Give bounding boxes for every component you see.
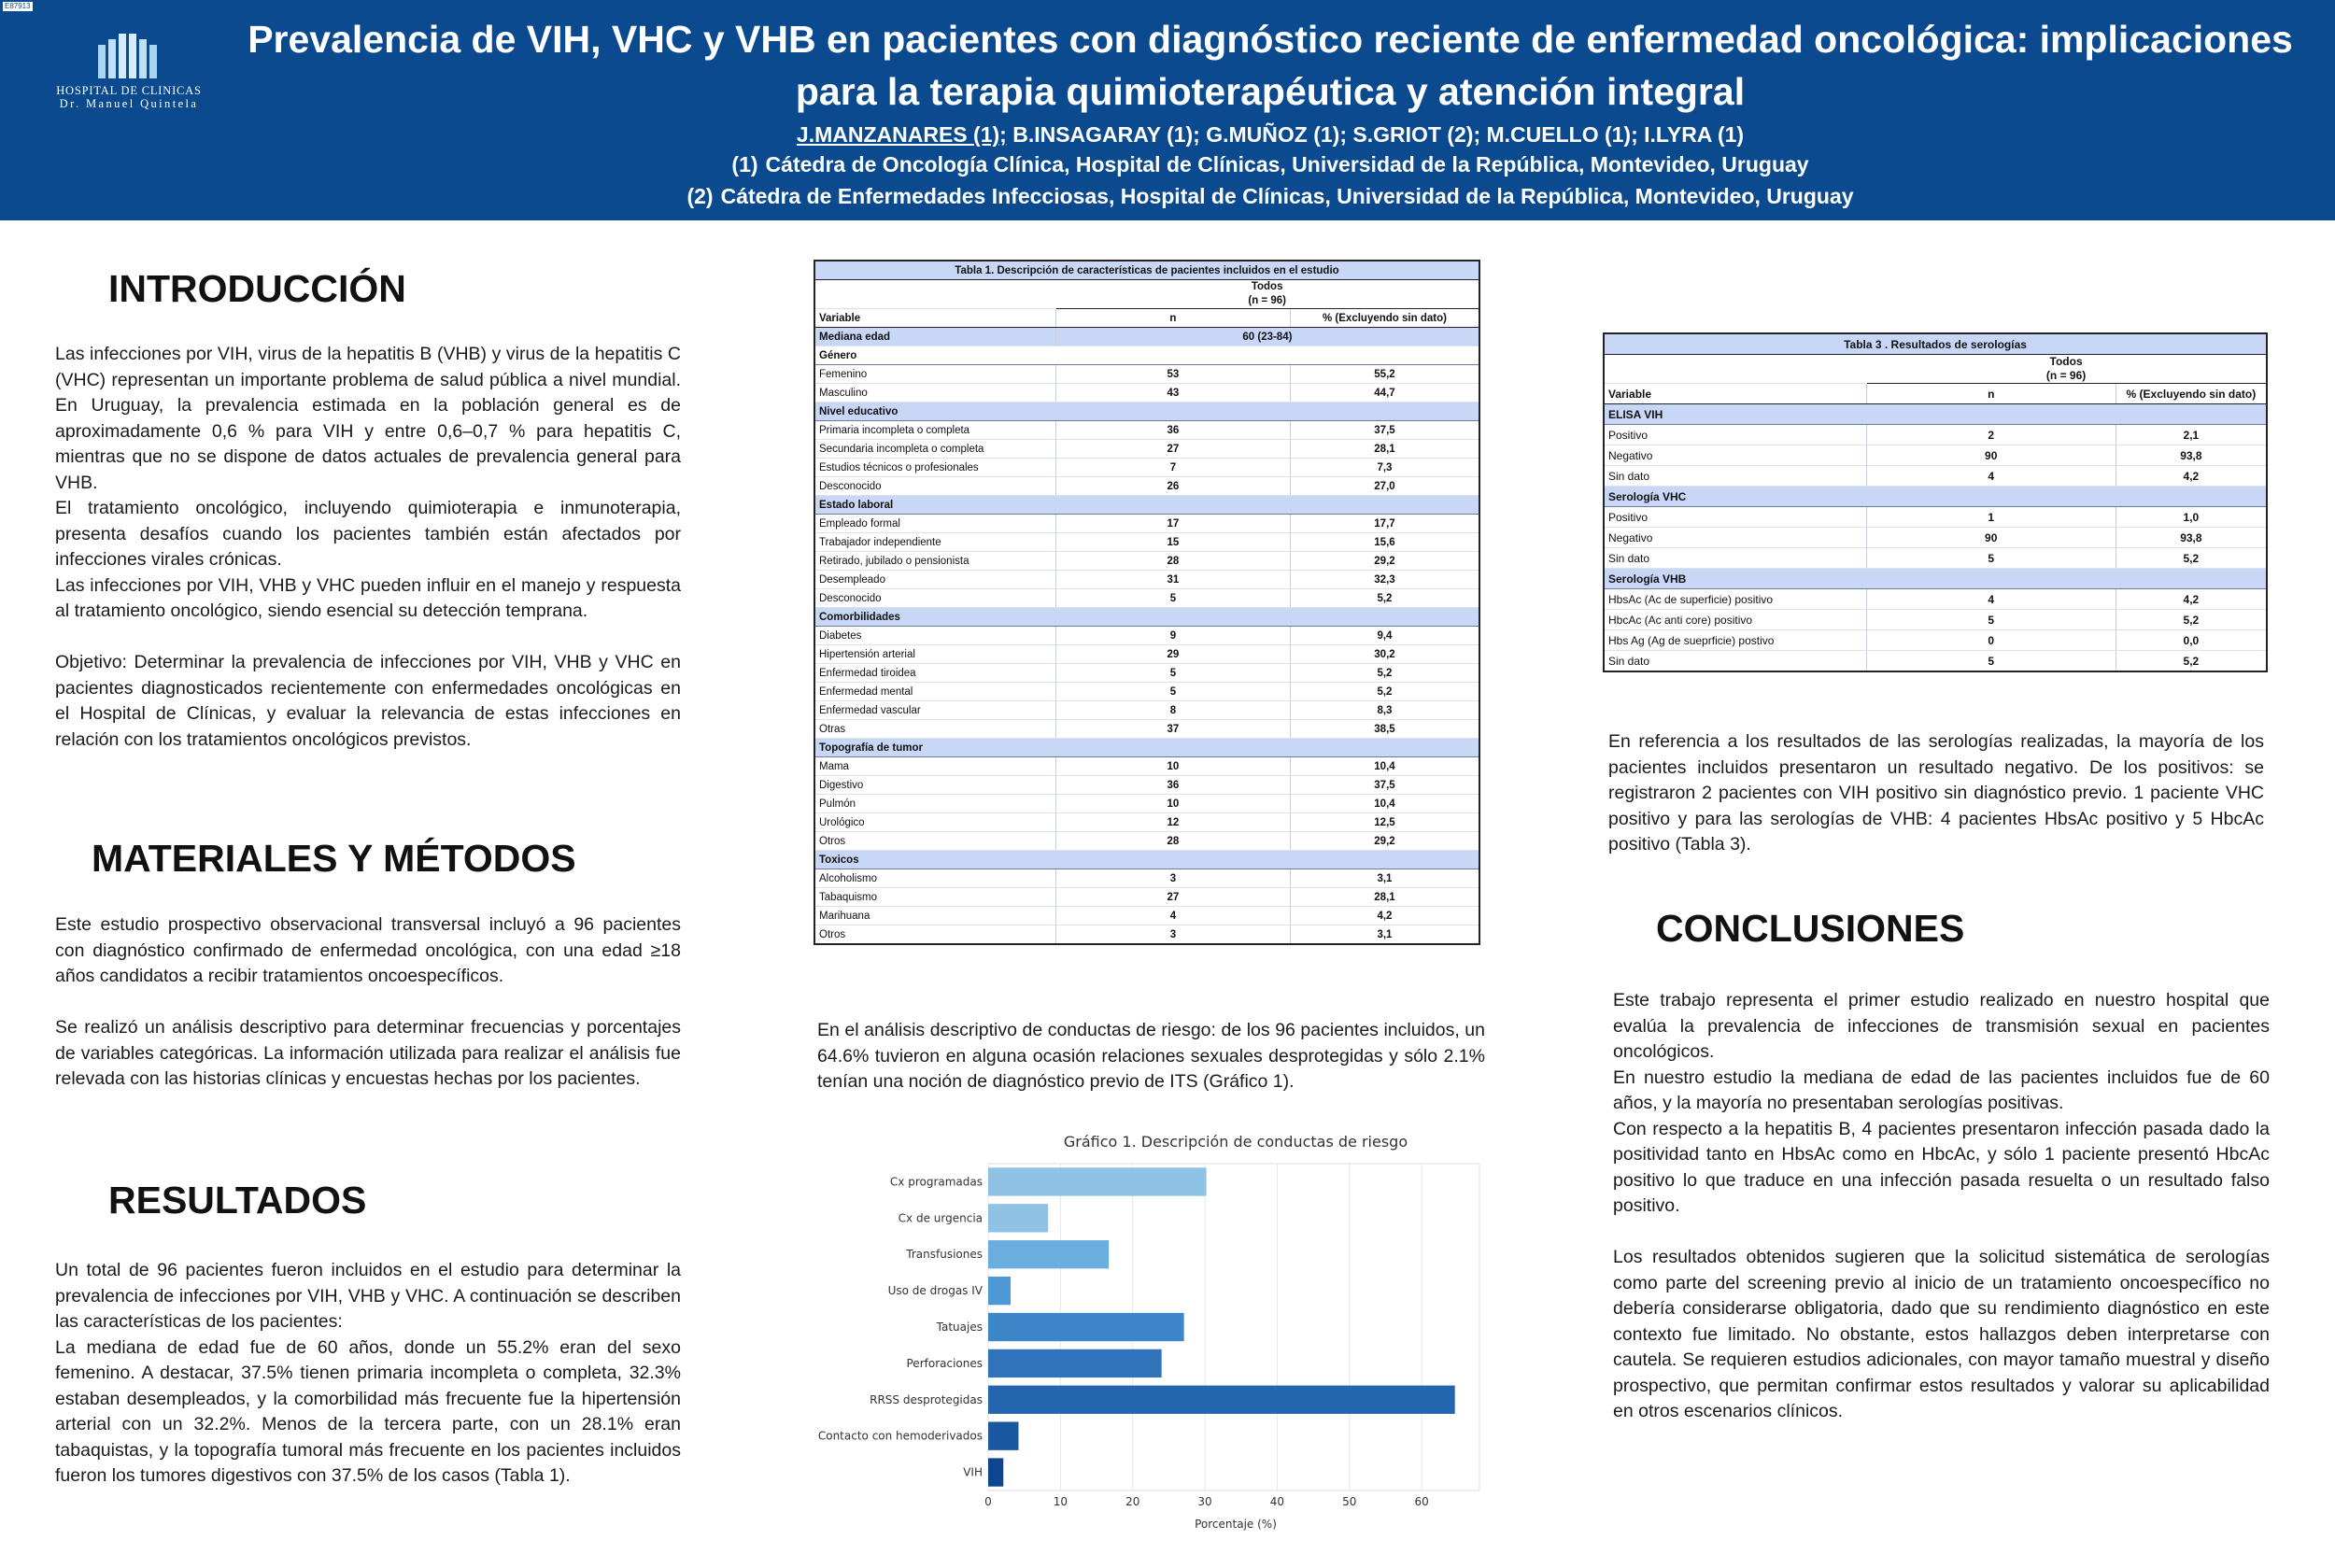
chart-category-label: RRSS desprotegidas: [870, 1392, 983, 1406]
table-row: [814, 720, 1479, 739]
hospital-logo: [35, 32, 222, 110]
chart-bar: [988, 1204, 1048, 1232]
row-n: 28: [1055, 552, 1290, 571]
table-row: [814, 515, 1479, 533]
table-1: [814, 260, 1480, 945]
table-caption: Tabla 1. Descripción de características de pacientes incluidos en el estudio: [814, 261, 1479, 280]
chart-x-tick-label: 0: [984, 1495, 992, 1508]
row-percent: 2,1: [2116, 425, 2267, 445]
conclusion-paragraph: Con respecto a la hepatitis B, 4 pacientes presentaron infección pasada dado la positividad tanto en HbsAc como en HbcAc, y sólo 1 paciente presentó HbcAc positivo lo que traduce en una infección pasada resuelta o un resultado falso positivo.: [1613, 1118, 2270, 1216]
row-label: Digestivo: [814, 776, 1055, 795]
row-label: Retirado, jubilado o pensionista: [814, 552, 1055, 571]
group-label: ELISA VIH: [1604, 404, 2267, 425]
row-n: 90: [1866, 528, 2116, 548]
table-row: [814, 571, 1479, 589]
row-n: 3: [1055, 925, 1290, 945]
results-paragraph: Un total de 96 pacientes fueron incluidos en el estudio para determinar la prevalencia de infecciones por VIH, VHB y VHC. A continuación se describen las características de los pacientes:: [55, 1260, 681, 1332]
row-n: 27: [1055, 440, 1290, 459]
row-percent: 4,2: [2116, 466, 2267, 487]
logo-subtitle: Dr. Manuel Quintela: [59, 97, 199, 110]
row-label: Femenino: [814, 365, 1055, 384]
row-n: 10: [1055, 795, 1290, 813]
row-n: 37: [1055, 720, 1290, 739]
chart-category-label: Cx programadas: [889, 1175, 983, 1189]
row-percent: 9,4: [1290, 627, 1479, 645]
row-n: 4: [1055, 907, 1290, 925]
group-label: Topografía de tumor: [814, 739, 1479, 757]
table-row: [814, 832, 1479, 851]
row-n: 8: [1055, 701, 1290, 720]
conclusions-text: [1613, 988, 2270, 1425]
row-percent: 93,8: [2116, 528, 2267, 548]
row-label: Otras: [814, 720, 1055, 739]
row-label: Desconocido: [814, 589, 1055, 608]
chart-bar: [988, 1313, 1184, 1341]
row-label: Secundaria incompleta o completa: [814, 440, 1055, 459]
row-n: 10: [1055, 757, 1290, 776]
row-n: 28: [1055, 832, 1290, 851]
row-percent: 28,1: [1290, 440, 1479, 459]
column-header-variable: Variable: [1604, 384, 1866, 404]
row-n: 17: [1055, 515, 1290, 533]
row-percent: 5,2: [2116, 548, 2267, 569]
table-row: [1604, 466, 2267, 487]
table-group-row: [814, 346, 1479, 365]
intro-paragraph: Las infecciones por VIH, virus de la hepatitis B (VHB) y virus de la hepatitis C (VHC) representan un importante problema de salud pública a nivel mundial. En Uruguay, la prevalencia estimada en la población general es de aproximadamente 0,6 % para VIH y entre 0,6–0,7 % para hepatitis C, mientras que no se dispone de datos actuales de prevalencia general para VHB.: [55, 344, 681, 493]
all-n: (n = 96): [2045, 369, 2087, 382]
row-n: 43: [1055, 384, 1290, 403]
row-n: 5: [1866, 651, 2116, 672]
table-row: [814, 888, 1479, 907]
row-label: Mama: [814, 757, 1055, 776]
chart-tick-labels: [984, 1495, 1429, 1508]
table-row: [814, 683, 1479, 701]
affiliation-1: [243, 149, 2298, 179]
row-percent: 5,2: [1290, 589, 1479, 608]
row-label: Masculino: [814, 384, 1055, 403]
chart-category-labels: [818, 1175, 984, 1478]
row-label: Positivo: [1604, 507, 1866, 528]
row-label: Desempleado: [814, 571, 1055, 589]
row-label: Desconocido: [814, 477, 1055, 496]
conclusion-paragraph: Este trabajo representa el primer estudio realizado en nuestro hospital que evalúa la prevalencia de infecciones de transmisión sexual en pacientes oncológicos.: [1613, 990, 2270, 1062]
all-n: (n = 96): [1248, 295, 1286, 306]
chart-bar: [988, 1240, 1109, 1268]
table-group-row: [814, 739, 1479, 757]
group-label: Comorbilidades: [814, 608, 1479, 627]
table-row: [1604, 548, 2267, 569]
table-row: [814, 757, 1479, 776]
table-row: [814, 795, 1479, 813]
conclusions-heading: CONCLUSIONES: [1656, 907, 1965, 950]
methods-text: [55, 912, 681, 1093]
risk-behaviour-text: En el análisis descriptivo de conductas de riesgo: de los 96 pacientes incluidos, un 64.6% tuvieron en alguna ocasión relaciones sexuales desprotegidas y sólo 2.1% tenían una noción de diagnóstico previo de ITS (Gráfico 1).: [817, 1020, 1485, 1092]
row-percent: 10,4: [1290, 757, 1479, 776]
row-n: 9: [1055, 627, 1290, 645]
results-paragraph: La mediana de edad fue de 60 años, donde un 55.2% eran del sexo femenino. A destacar, 37.5% tienen primaria incompleta o completa, 32.3% estaban desempleados, y la comorbilidad más frecuente fue la hipertensión arterial con un 32.2%. Menos de la tercera parte, con un 28.1% eran tabaquistas, y la topografía tumoral más frecuente en los pacientes incluidos fueron los tumores digestivos con 37.5% de los casos (Tabla 1).: [55, 1336, 681, 1486]
table-row: [814, 552, 1479, 571]
row-label: Marihuana: [814, 907, 1055, 925]
row-label: Enfermedad mental: [814, 683, 1055, 701]
row-percent: 29,2: [1290, 552, 1479, 571]
row-n: 12: [1055, 813, 1290, 832]
row-percent: 3,1: [1290, 869, 1479, 888]
table-header-blank: [814, 280, 1055, 309]
methods-paragraph: Se realizó un análisis descriptivo para determinar frecuencias y porcentajes de variables categóricas. La información utilizada para realizar el análisis fue relevada con las historias clínicas y encuestas hechas por los pacientes.: [55, 1017, 681, 1089]
table-row: [1604, 507, 2267, 528]
row-label: Hipertensión arterial: [814, 645, 1055, 664]
row-n: 27: [1055, 888, 1290, 907]
chart-category-label: Tatuajes: [936, 1321, 983, 1334]
chart-bar: [988, 1422, 1018, 1450]
methods-heading: MATERIALES Y MÉTODOS: [92, 837, 576, 880]
row-percent: 27,0: [1290, 477, 1479, 496]
table-column-header-row: [1604, 384, 2267, 404]
row-label: Pulmón: [814, 795, 1055, 813]
table-row: [1604, 610, 2267, 630]
table-row: [1604, 528, 2267, 548]
logo-name: HOSPITAL DE CLINICAS: [56, 84, 202, 97]
intro-heading: INTRODUCCIÓN: [108, 267, 406, 310]
row-n: 1: [1866, 507, 2116, 528]
table-row: [814, 776, 1479, 795]
table-group-row: [814, 496, 1479, 515]
table-row: [814, 459, 1479, 477]
group-label: Género: [814, 346, 1479, 365]
row-label: Negativo: [1604, 528, 1866, 548]
table-row: [814, 645, 1479, 664]
table-caption: Tabla 3 . Resultados de serologías: [1604, 333, 2267, 355]
conclusion-paragraph: Los resultados obtenidos sugieren que la solicitud sistemática de serologías como parte del screening previo al inicio de un tratamiento oncoespecífico no debería considerarse obligatoria, dado que su rendimiento diagnóstico en este contexto fue limitado. No obstante, estos hallazgos deben interpretarse con cautela. Se requieren estudios adicionales, con mayor tamaño muestral y diseño prospectivo, que permitan confirmar estos resultados y valorar su aplicabilidad en otros escenarios clínicos.: [1613, 1247, 2270, 1421]
row-label: Sin dato: [1604, 548, 1866, 569]
row-percent: 30,2: [1290, 645, 1479, 664]
column-header-percent: % (Excluyendo sin dato): [2116, 384, 2267, 404]
affiliation-2: [243, 181, 2298, 211]
table-group-row: [1604, 569, 2267, 589]
table-row: [1604, 589, 2267, 610]
serology-results-text: En referencia a los resultados de las serologías realizadas, la mayoría de los pacientes incluidos presentaron un resultado negativo. De los positivos: se registraron 2 pacientes con VIH positivo sin diagnóstico previo. 1 paciente VHC positivo y para las serologías de VHB: 4 pacientes HbsAc positivo y 5 HbcAc positivo (Tabla 3).: [1608, 731, 2264, 855]
results-heading: RESULTADOS: [108, 1179, 367, 1222]
intro-paragraph: El tratamiento oncológico, incluyendo quimioterapia e inmunoterapia, presenta desafíos cuando los pacientes también están afectados por infecciones virales crónicas.: [55, 498, 681, 570]
table-row: [814, 664, 1479, 683]
table-row: [814, 925, 1479, 945]
row-label: Hbs Ag (Ag de sueprficie) postivo: [1604, 630, 1866, 651]
row-percent: 5,2: [2116, 610, 2267, 630]
table-row: [814, 533, 1479, 552]
row-label: Alcoholismo: [814, 869, 1055, 888]
row-percent: 15,6: [1290, 533, 1479, 552]
row-label: HbsAc (Ac de superficie) positivo: [1604, 589, 1866, 610]
table-group-row: [814, 851, 1479, 869]
chart-title: Gráfico 1. Descripción de conductas de riesgo: [1063, 1133, 1408, 1151]
row-percent: 32,3: [1290, 571, 1479, 589]
conclusion-paragraph: En nuestro estudio la mediana de edad de las pacientes incluidos fue de 60 años, y la mayoría no presentaban serologías positivas.: [1613, 1067, 2270, 1113]
row-n: 36: [1055, 421, 1290, 440]
group-label: Nivel educativo: [814, 403, 1479, 421]
chart-x-tick-label: 60: [1414, 1495, 1429, 1508]
group-label: Serología VHC: [1604, 487, 2267, 507]
row-label: Sin dato: [1604, 651, 1866, 672]
table-header-blank: [1604, 355, 1866, 384]
row-percent: 37,5: [1290, 421, 1479, 440]
chart-x-tick-label: 50: [1342, 1495, 1357, 1508]
row-label: Urológico: [814, 813, 1055, 832]
table-header-row: [814, 280, 1479, 309]
row-label: Negativo: [1604, 445, 1866, 466]
group-label: Toxicos: [814, 851, 1479, 869]
row-percent: 12,5: [1290, 813, 1479, 832]
row-label: Diabetes: [814, 627, 1055, 645]
row-n: 31: [1055, 571, 1290, 589]
column-header-percent: % (Excluyendo sin dato): [1290, 309, 1479, 328]
group-label: Serología VHB: [1604, 569, 2267, 589]
row-n: 15: [1055, 533, 1290, 552]
row-label: Sin dato: [1604, 466, 1866, 487]
table-row: [1604, 651, 2267, 672]
poster-id: E87913: [5, 2, 31, 10]
table-row: [814, 384, 1479, 403]
table-row: [1604, 425, 2267, 445]
table-header-row: [1604, 355, 2267, 384]
methods-paragraph: Este estudio prospectivo observacional transversal incluyó a 96 pacientes con diagnóstico confirmado de enfermedad oncológica, con una edad ≥18 años candidatos a recibir tratamientos oncoespecíficos.: [55, 914, 681, 986]
row-n: 29: [1055, 645, 1290, 664]
row-label: Trabajador independiente: [814, 533, 1055, 552]
chart-x-tick-label: 30: [1197, 1495, 1212, 1508]
chart-category-label: Contacto con hemoderivados: [817, 1429, 983, 1443]
all-label: Todos: [2049, 355, 2083, 368]
table-group-row: [814, 608, 1479, 627]
table-caption-row: [814, 261, 1479, 280]
affiliation-text: Cátedra de Oncología Clínica, Hospital de Clínicas, Universidad de la República, Montevideo, Uruguay: [765, 152, 1809, 177]
chart-x-tick-label: 10: [1053, 1495, 1068, 1508]
row-label: Enfermedad tiroidea: [814, 664, 1055, 683]
row-n: 7: [1055, 459, 1290, 477]
row-n: 4: [1866, 466, 2116, 487]
poster-title: Prevalencia de VIH, VHC y VHB en pacientes con diagnóstico reciente de enfermedad oncológica: implicaciones para la terapia quimioterapéutica y atención integral: [248, 18, 2293, 113]
column-header-n: n: [1055, 309, 1290, 328]
row-n: 53: [1055, 365, 1290, 384]
row-percent: 4,2: [2116, 589, 2267, 610]
intro-text: [55, 342, 681, 753]
results-text: [55, 1258, 681, 1490]
risk-behaviour-chart: [811, 1126, 1488, 1533]
chart-category-label: Transfusiones: [906, 1248, 983, 1262]
row-label: Otros: [814, 925, 1055, 945]
table-row: [814, 477, 1479, 496]
affiliation-text: Cátedra de Enfermedades Infecciosas, Hospital de Clínicas, Universidad de la República, Montevideo, Uruguay: [720, 184, 1854, 208]
row-label: Mediana edad: [814, 328, 1055, 346]
row-percent: 5,2: [2116, 651, 2267, 672]
row-percent: 93,8: [2116, 445, 2267, 466]
row-label: Empleado formal: [814, 515, 1055, 533]
intro-paragraph: Las infecciones por VIH, VHB y VHC pueden influir en el manejo y respuesta al tratamiento oncológico, siendo esencial su detección temprana.: [55, 574, 681, 621]
row-percent: 5,2: [1290, 683, 1479, 701]
table-column-header-row: [814, 309, 1479, 328]
table-row: [814, 421, 1479, 440]
group-label: Estado laboral: [814, 496, 1479, 515]
row-n: 5: [1055, 589, 1290, 608]
chart-category-label: VIH: [963, 1465, 983, 1479]
row-percent: 1,0: [2116, 507, 2267, 528]
table-row: [814, 701, 1479, 720]
chart-x-tick-label: 40: [1269, 1495, 1285, 1508]
table-3: [1603, 332, 2268, 672]
row-label: Estudios técnicos o profesionales: [814, 459, 1055, 477]
chart-bar: [988, 1167, 1207, 1195]
table-row: [814, 907, 1479, 925]
table-row: [1604, 445, 2267, 466]
row-n: 36: [1055, 776, 1290, 795]
table-group-row: [814, 403, 1479, 421]
table-group-row: [1604, 487, 2267, 507]
row-n: 5: [1055, 664, 1290, 683]
affiliation-number: (2): [686, 184, 714, 208]
row-n: 0: [1866, 630, 2116, 651]
chart-bar: [988, 1349, 1162, 1377]
table-row: [814, 365, 1479, 384]
row-n: 5: [1866, 548, 2116, 569]
column-header-variable: Variable: [814, 309, 1055, 328]
table-row: [814, 589, 1479, 608]
row-percent: 37,5: [1290, 776, 1479, 795]
table-caption-row: [1604, 333, 2267, 355]
row-label: Positivo: [1604, 425, 1866, 445]
row-percent: 29,2: [1290, 832, 1479, 851]
table-header-all: [1866, 355, 2267, 384]
table-row: [814, 869, 1479, 888]
row-label: Otros: [814, 832, 1055, 851]
row-label: HbcAc (Ac anti core) positivo: [1604, 610, 1866, 630]
row-label: Tabaquismo: [814, 888, 1055, 907]
affiliation-number: (1): [731, 152, 758, 177]
table-row: [814, 813, 1479, 832]
chart-category-label: Cx de urgencia: [898, 1211, 983, 1225]
row-label: Enfermedad vascular: [814, 701, 1055, 720]
chart-x-axis-label: Porcentaje (%): [1195, 1518, 1277, 1531]
row-percent: 17,7: [1290, 515, 1479, 533]
chart-x-tick-label: 20: [1125, 1495, 1140, 1508]
all-label: Todos: [1251, 281, 1283, 292]
chart-bar: [988, 1386, 1455, 1414]
row-percent: 28,1: [1290, 888, 1479, 907]
chart-category-label: Uso de drogas IV: [887, 1284, 983, 1298]
row-percent: 0,0: [2116, 630, 2267, 651]
row-value: 60 (23-84): [1055, 328, 1479, 346]
first-author: J.MANZANARES (1);: [796, 122, 1007, 147]
table-row: [1604, 630, 2267, 651]
row-percent: 10,4: [1290, 795, 1479, 813]
row-percent: 7,3: [1290, 459, 1479, 477]
row-percent: 8,3: [1290, 701, 1479, 720]
chart-category-label: Perforaciones: [906, 1356, 983, 1370]
table-row: [814, 440, 1479, 459]
row-n: 5: [1055, 683, 1290, 701]
row-n: 26: [1055, 477, 1290, 496]
row-percent: 5,2: [1290, 664, 1479, 683]
poster-header: [0, 0, 2335, 220]
row-n: 4: [1866, 589, 2116, 610]
row-percent: 4,2: [1290, 907, 1479, 925]
table-row: [814, 627, 1479, 645]
column-header-n: n: [1866, 384, 2116, 404]
objective-paragraph: Objetivo: Determinar la prevalencia de infecciones por VIH, VHB y VHC en pacientes diagnosticados recientemente con enfermedades oncológicas en el Hospital de Clínicas, y evaluar la relevancia de estas infecciones en relación con los tratamientos oncológicos previstos.: [55, 652, 681, 750]
row-percent: 38,5: [1290, 720, 1479, 739]
row-n: 5: [1866, 610, 2116, 630]
row-label: Primaria incompleta o completa: [814, 421, 1055, 440]
row-n: 90: [1866, 445, 2116, 466]
chart-bar: [988, 1277, 1011, 1305]
row-percent: 55,2: [1290, 365, 1479, 384]
row-percent: 44,7: [1290, 384, 1479, 403]
coauthors: B.INSAGARAY (1); G.MUÑOZ (1); S.GRIOT (2); M.CUELLO (1); I.LYRA (1): [1006, 122, 1745, 147]
row-n: 2: [1866, 425, 2116, 445]
author-list: [243, 120, 2298, 149]
table-row: [814, 328, 1479, 346]
row-n: 3: [1055, 869, 1290, 888]
table-group-row: [1604, 404, 2267, 425]
table-header-all: [1055, 280, 1479, 309]
row-percent: 3,1: [1290, 925, 1479, 945]
hospital-building-icon: [96, 32, 162, 80]
chart-bar: [988, 1458, 1003, 1486]
